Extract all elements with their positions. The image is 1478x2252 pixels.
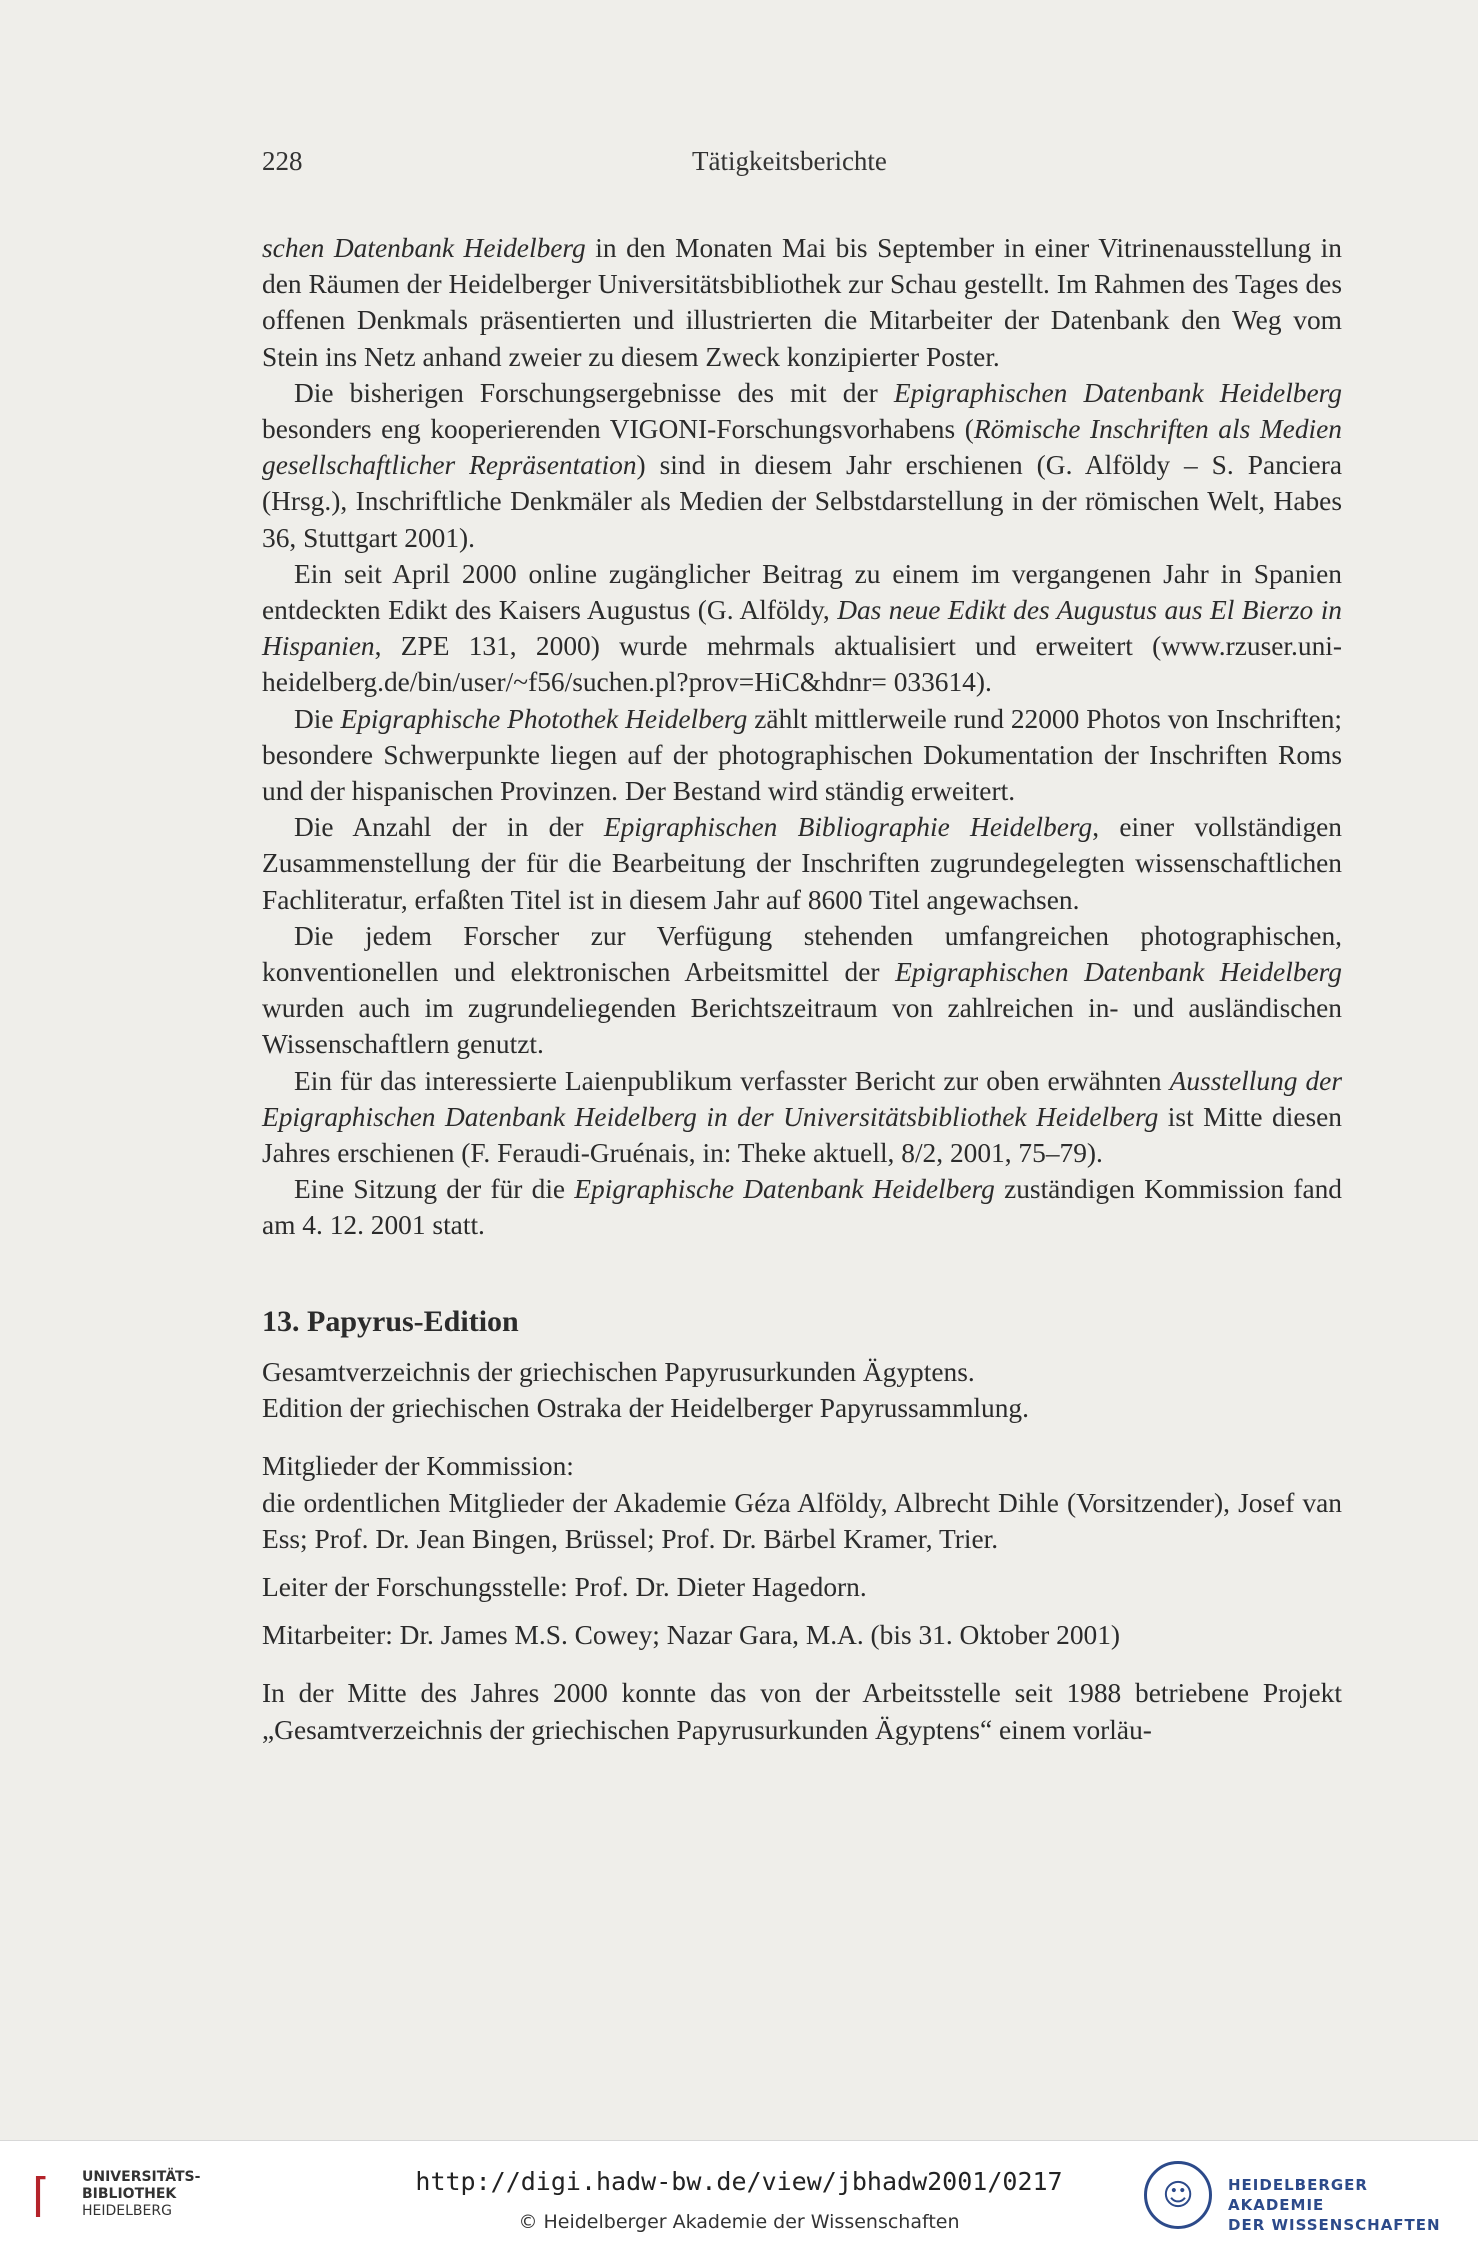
ub-logo-line-2: BIBLIOTHEK — [82, 2186, 177, 2202]
section-intro — [262, 1354, 1342, 1748]
text-run: wurden auch im zugrundeliegenden Berichtszeitraum von zahlreichen in- und ausländischen Wissenschaftlern genutzt. — [262, 993, 1342, 1060]
staff-line: Mitarbeiter: Dr. James M.S. Cowey; Nazar Gara, M.A. (bis 31. Oktober 2001) — [262, 1620, 1121, 1651]
italic-title: schen Datenbank Heidelberg — [262, 233, 586, 263]
text-run: Ein für das interessierte Laienpublikum verfasster Bericht zur oben erwähnten — [294, 1065, 1170, 1096]
text-run: Die jedem Forscher zur Verfügung stehenden umfangreichen photographischen, konventionellen und elektronischen Arbeitsmittel der — [262, 920, 1342, 988]
text-run: besonders eng kooperierenden VIGONI-Forschungsvorhabens ( — [262, 414, 974, 445]
text-run: , einer vollständigen Zusammenstellung der für die Bearbeitung der Inschriften zugrundegelegten wissenschaftlichen Fachliteratur, erfaßten Titel ist in diesem Jahr auf 8600 Titel angewachsen. — [262, 812, 1343, 915]
closing-paragraph: In der Mitte des Jahres 2000 konnte das von der Arbeitsstelle seit 1988 betriebene Projekt „Gesamtverzeichnis der griechischen Papyrusurkunden Ägyptens“ einem vorläu- — [262, 1678, 1342, 1745]
italic-title: Epigraphischen Datenbank Heidelberg — [893, 377, 1342, 408]
text-run: ist Mitte diesen Jahres erschienen (F. Feraudi-Gruénais, in: Theke aktuell, 8/2, 2001, 75–79). — [262, 1101, 1342, 1169]
digitization-footer — [0, 2140, 1478, 2252]
text-run: Die Anzahl der in der — [294, 812, 604, 843]
italic-title: Epigraphische Photothek Heidelberg — [340, 703, 748, 734]
ub-logo-line-3: HEIDELBERG — [82, 2203, 172, 2219]
permalink-url[interactable]: http://digi.hadw-bw.de/view/jbhadw2001/0217 — [415, 2167, 1063, 2196]
ub-logo-line-1: UNIVERSITÄTS- — [82, 2169, 201, 2185]
paragraph-5 — [262, 809, 1342, 918]
paragraph-4 — [262, 701, 1342, 810]
paragraph-8 — [262, 1171, 1342, 1243]
paragraph-6 — [262, 918, 1342, 1063]
copyright-notice: © Heidelberger Akademie der Wissenschaften — [518, 2211, 960, 2233]
text-run: Ein seit April 2000 online zugänglicher Beitrag zu einem im vergangenen Jahr in Spanien entdeckten Edikt des Kaisers Augustus (G. Alföldy, — [262, 558, 1342, 626]
paragraph-3 — [262, 556, 1342, 701]
text-run: in den Monaten Mai bis September in einer Vitrinenausstellung in den Räumen der Heidelberger Universitätsbibliothek zur Schau gestellt. Im Rahmen des Tages des offenen Denkmals präsentierten und illustrierten die Mitarbeiter der Datenbank den Weg vom Stein ins Netz anhand zweier zu diesem Zweck konzipierter Poster. — [262, 233, 1342, 372]
text-run: Eine Sitzung der für die — [294, 1174, 575, 1205]
italic-title: Ausstellung der Epigraphischen Datenbank Heidelberg in der Universitätsbibliothek Heidelberg — [262, 1065, 1342, 1132]
italic-title: Das neue Edikt des Augustus aus El Bierzo in Hispanien — [262, 595, 1342, 662]
text-run: Die bisherigen Forschungsergebnisse des mit der — [294, 377, 894, 408]
running-title: Tätigkeitsberichte — [692, 146, 887, 176]
body-text — [262, 230, 1342, 1748]
ub-logo-mark-icon: ⌈ — [32, 2168, 50, 2222]
hadw-logo-line-2: DER WISSENSCHAFTEN — [1228, 2216, 1441, 2234]
project-line-2: Edition der griechischen Ostraka der Heidelberger Papyrussammlung. — [262, 1393, 1029, 1424]
paragraph-1 — [262, 230, 1342, 375]
italic-title: Epigraphischen Datenbank Heidelberg — [895, 957, 1343, 988]
text-run: zuständigen Kommission fand am 4. 12. 2001 statt. — [262, 1174, 1342, 1241]
academy-seal-icon: ☺ — [1144, 2161, 1212, 2229]
text-run: ) sind in diesem Jahr erschienen (G. Alföldy – S. Panciera (Hrsg.), Inschriftliche Denkmäler als Medien der Selbstdarstellung in der römischen Welt, Habes 36, Stuttgart 2001). — [262, 450, 1342, 553]
hadw-logo[interactable] — [1140, 2159, 1460, 2235]
text-run: Die — [294, 703, 341, 734]
paragraph-2 — [262, 375, 1342, 556]
members-label: Mitglieder der Kommission: — [262, 1451, 574, 1482]
italic-title: Epigraphische Datenbank Heidelberg — [574, 1174, 995, 1205]
text-run: zählt mittlerweile rund 22000 Photos von Inschriften; besondere Schwerpunkte liegen auf der photographischen Dokumentation der Inschriften Roms und der hispanischen Provinzen. Der Bestand wird ständig erweitert. — [262, 703, 1342, 807]
page-number: 228 — [262, 146, 303, 176]
italic-title: Römische Inschriften als Medien gesellschaftlicher Repräsentation — [262, 414, 1342, 481]
paragraph-7 — [262, 1063, 1342, 1172]
section-heading: 13. Papyrus-Edition — [262, 1304, 519, 1338]
hadw-logo-line-1: HEIDELBERGER AKADEMIE — [1228, 2176, 1368, 2214]
leader-line: Leiter der Forschungsstelle: Prof. Dr. Dieter Hagedorn. — [262, 1571, 867, 1602]
project-line-1: Gesamtverzeichnis der griechischen Papyrusurkunden Ägyptens. — [262, 1356, 975, 1387]
italic-title: Epigraphischen Bibliographie Heidelberg — [603, 812, 1093, 843]
text-run: , ZPE 131, 2000) wurde mehrmals aktualisiert und erweitert (www.rzuser.uni-heidelberg.de/bin/user/~f56/suchen.pl?prov=HiC&hdnr= 033614). — [262, 631, 1342, 698]
members-text: die ordentlichen Mitglieder der Akademie Géza Alföldy, Albrecht Dihle (Vorsitzender), Josef van Ess; Prof. Dr. Jean Bingen, Brüssel; Prof. Dr. Bärbel Kramer, Trier. — [262, 1487, 1342, 1554]
